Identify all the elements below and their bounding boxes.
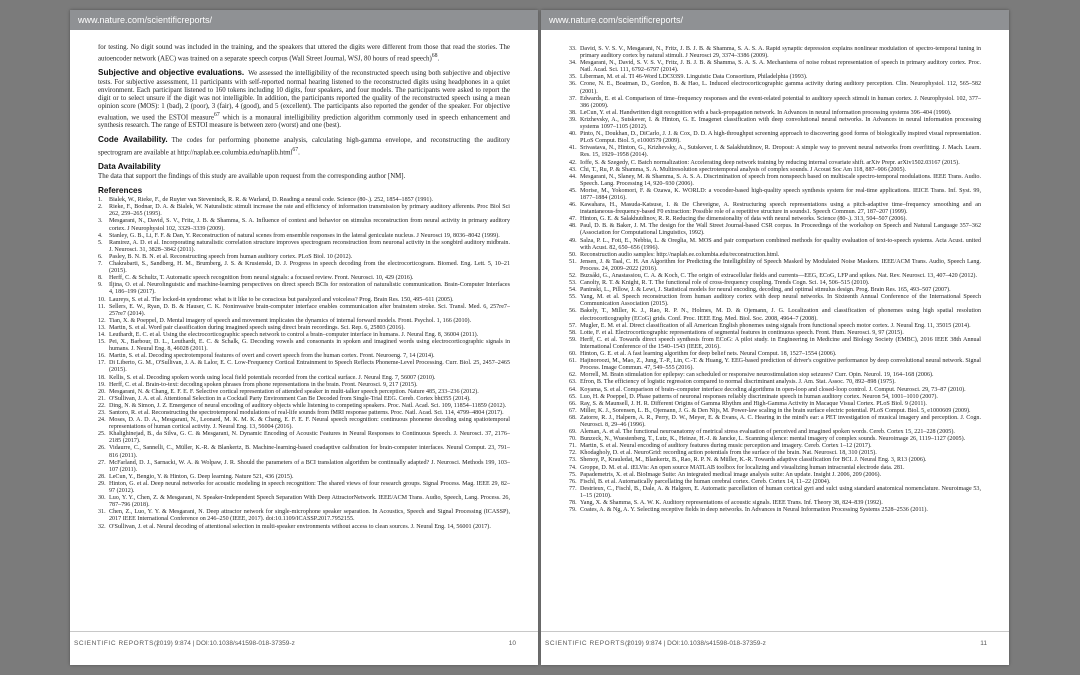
reference-item: [98, 509, 510, 523]
reference-number: 38.: [569, 109, 577, 116]
reference-item: [98, 332, 510, 339]
reference-text: Yang, M. et al. Speech reconstruction from human auditory cortex with deep neural networks. In Sixteenth Annual Conference of the International Speech Communication Association (2015).: [580, 294, 981, 308]
reference-text: Pei, X., Barbour, D. L., Leuthardt, E. C. & Schalk, G. Decoding vowels and consonants in spoken and imagined words using electrocorticographic signals in humans. J. Neural Eng. 8, 46028 (2011).: [109, 339, 510, 353]
reference-number: 4.: [98, 232, 103, 239]
reference-text: Tian, X. & Poeppel, D. Mental imagery of speech and movement implicates the dynamics of internal forward models. Front. Psychol. 1, 166 (2010).: [109, 317, 472, 324]
footer-rule: [541, 631, 1009, 632]
reference-item: [569, 379, 981, 386]
reference-number: 56.: [569, 308, 577, 315]
reference-number: 32.: [98, 523, 106, 530]
citation-ref[interactable]: 67: [213, 111, 220, 118]
reference-number: 55.: [569, 294, 577, 301]
reference-text: Rieke, F., Bodnar, D. A. & Bialek, W. Naturalistic stimuli increase the rate and efficiency of information transmission by primary auditory afferents. Proc Biol Sci 262, 259–265 (1995).: [109, 204, 510, 218]
reference-item: [569, 252, 981, 259]
reference-item: [569, 486, 981, 500]
reference-number: 66.: [569, 400, 577, 407]
reference-number: 1.: [98, 197, 103, 204]
reference-number: 76.: [569, 478, 577, 485]
reference-text: Hinton, G. et al. Deep neural networks for acoustic modeling in speech recognition: The shared views of four research groups. Signal Process. Mag. IEEE 29, 82–97 (2012).: [109, 480, 510, 495]
reference-text: Ding, N. & Simon, J. Z. Emergence of neural encoding of auditory objects while listening to competing speakers. Proc. Natl. Acad. Sci. 109, 11854–11859 (2012).: [109, 402, 507, 409]
reference-text: Santoro, R. et al. Reconstructing the spectrotemporal modulations of real-life sounds from fMRI response patterns. Proc. Natl. Acad. Sci. 114, 4799–4804 (2017).: [109, 410, 504, 417]
reference-item: [98, 524, 510, 531]
reference-text: Di Liberto, G. M., O'Sullivan, J. A. & Lalor, E. C. Low-Frequency Cortical Entrainment to Speech Reflects Phoneme-Level Processing. Curr. Biol. 25, 2457–2465 (2015).: [109, 360, 510, 374]
citation-ref[interactable]: 67: [292, 146, 299, 153]
footer-citation: (2019) 9:874 | DOI:10.1038/s41598-018-37359-z: [625, 640, 766, 647]
reference-number: 43.: [569, 166, 577, 173]
data-availability-heading: Data Availability: [98, 161, 161, 171]
reference-number: 29.: [98, 480, 106, 487]
reference-text: LeCun, Y. et al. Handwritten digit recognition with a back-propagation network. In Advances in neural information processing systems 396–404 (1990).: [580, 109, 952, 116]
reference-text: Lotte, F. et al. Electrocorticographic representations of segmental features in continuous speech. Front. Hum. Neurosci. 9, 97 (2015).: [580, 329, 904, 336]
reference-item: [98, 495, 510, 509]
reference-text: Mesgarani, N., David, S. V., Fritz, J. B. & Shamma, S. A. Influence of context and behavior on stimulus reconstruction from neural activity in primary auditory cortex. J Neurophysiol 102, 3329–3339 (2009).: [109, 218, 510, 232]
reference-item: [569, 167, 981, 174]
footer-rule: [70, 631, 538, 632]
reference-item: [569, 188, 981, 202]
reference-text: Hinton, G. E. et al. A fast learning algorithm for deep belief nets. Neural Comput. 18, 1527–1554 (2006).: [580, 351, 837, 358]
reference-number: 36.: [569, 81, 577, 88]
reference-text: Herff, C. et al. Brain-to-text: decoding spoken phrases from phone representations in the brain. Front. Neurosci. 9, 217 (2015).: [109, 381, 418, 388]
reference-number: 45.: [569, 187, 577, 194]
reference-text: Pasley, B. N. B. N. et al. Reconstructing speech from human auditory cortex. PLoS Biol. 10 (2012).: [109, 253, 353, 260]
reference-text: Bunzeck, N., Wuestenberg, T., Lutz, K., Heinze, H.-J. & Jancke, L. Scanning silence: mental imagery of complex sounds. Neuroimage 26, 1119–1127 (2005).: [580, 436, 966, 443]
reference-number: 25.: [98, 431, 106, 438]
reference-text: Papademetris, X. et al. BioImage Suite: An integrated medical image analysis suite: An update. Insight J. 2006, 209 (2006).: [580, 471, 882, 478]
section-heading: Code Availability.: [98, 135, 168, 145]
reference-item: [98, 318, 510, 325]
reference-item: [98, 325, 510, 332]
reference-number: 65.: [569, 393, 577, 400]
reference-text: Pinto, N., Doukhan, D., DiCarlo, J. J. & Cox, D. D. A high-throughput screening approach to discovering good forms of biologically inspired visual representation. PLoS Comput. Biol. 5, e1000579 (2009).: [580, 131, 981, 145]
reference-item: [569, 472, 981, 479]
reference-number: 2.: [98, 204, 103, 211]
reference-item: [569, 479, 981, 486]
reference-number: 75.: [569, 471, 577, 478]
reference-item: [569, 415, 981, 429]
reference-text: Fischl, B. et al. Automatically parcellating the human cerebral cortex. Cereb. Cortex 14, 11–22 (2004).: [580, 478, 831, 485]
reference-number: 10.: [98, 296, 106, 303]
reference-text: Luo, Y. Y., Chen, Z. & Mesgarani, N. Speaker-Independent Speech Separation With Deep AttractorNetwork. IEEE/ACM Trans. Audio, Speech, Lang. Process. 26, 787–796 (2018).: [109, 495, 510, 509]
reference-item: [569, 323, 981, 330]
reference-number: 49.: [569, 237, 577, 244]
page-header-url[interactable]: www.nature.com/scientificreports/: [541, 10, 1009, 30]
reference-item: [98, 396, 510, 403]
reference-text: O'Sullivan, J. A. et al. Attentional Selection in a Cocktail Party Environment Can Be Decoded from Single-Trial EEG. Cereb. Cortex bht355 (2014).: [109, 395, 471, 402]
reference-item: [98, 261, 510, 275]
reference-text: Paninski, L., Pillow, J. & Lewi, J. Statistical models for neural encoding, decoding, and optimal stimulus design. Prog. Brain Res. 165, 493–507 (2007).: [580, 287, 951, 294]
references-heading: References: [98, 186, 143, 196]
reference-text: Mesgarani, N. & Chang, E. F. E. F. Selective cortical representation of attended speaker in multi-talker speech perception. Nature 485, 233–236 (2012).: [109, 388, 479, 395]
reference-number: 53.: [569, 280, 577, 287]
reference-text: Chi, T., Ru, P. & Shamma, S. A. Multiresolution spectrotemporal analysis of complex sounds. J Acoust Soc Am 118, 887–906 (2005).: [580, 166, 907, 173]
reference-number: 13.: [98, 324, 106, 331]
reference-number: 61.: [569, 358, 577, 365]
reference-number: 21.: [98, 395, 106, 402]
reference-number: 24.: [98, 417, 106, 424]
reference-item: [569, 81, 981, 95]
reference-item: [569, 465, 981, 472]
reference-text: Vidaurre, C., Sannelli, C., Müller, K.-R. & Blankertz, B. Machine-learning-based coadaptive calibration for brain-computer interfaces. Neural Comput. 23, 791–816 (2011).: [109, 445, 510, 459]
reference-number: 58.: [569, 329, 577, 336]
reference-number: 6.: [98, 253, 103, 260]
reference-text: Ioffe, S. & Szegedy, C. Batch normalization: Accelerating deep network training by reducing internal covariate shift. arXiv Prepr. arXiv1502.03167 (2015).: [580, 159, 960, 166]
reference-number: 14.: [98, 331, 106, 338]
reference-text: Paul, D. B. & Baker, J. M. The design for the Wall Street Journal-based CSR corpus. In Proceedings of the workshop on Speech and Natural Language 357–362 (Association for Computational Linguistics, 1992).: [580, 223, 981, 237]
reference-number: 3.: [98, 218, 103, 225]
reference-text: Edwards, E. et al. Comparison of time–frequency responses and the event-related potential to auditory speech stimuli in human cortex. J. Neurophysiol. 102, 377–386 (2009).: [580, 95, 981, 109]
reference-text: Ramirez, A. D. et al. Incorporating naturalistic correlation structure improves spectrogram reconstruction from neuronal activity in the songbird auditory midbrain. J. Neurosci. 31, 3828–3842 (2011).: [109, 239, 510, 253]
reference-number: 50.: [569, 251, 577, 258]
reference-text: Yang, X. & Shamma, S. A. W. K. Auditory representations of acoustic signals. IEEE Trans. Inf. Theory 38, 824–839 (1992).: [580, 500, 883, 506]
reference-text: Hinton, G. E. & Salakhutdinov, R. R. Reducing the dimensionality of data with neural networks. Science (80-.). 313, 504–507 (2006).: [580, 216, 907, 223]
page-10: [70, 10, 538, 665]
reference-number: 71.: [569, 443, 577, 450]
reference-number: 30.: [98, 495, 106, 502]
reference-text: Chakrabarti, S., Sandberg, H. M., Brumberg, J. S. & Krusienski, D. J. Progress in speech decoding from the electrocorticogram. Biomed. Eng. Lett. 5, 10–21 (2015).: [109, 261, 510, 275]
reference-number: 17.: [98, 360, 106, 367]
reference-text: Srivastava, N., Hinton, G., Krizhevsky, A., Sutskever, I. & Salakhutdinov, R. Dropout: A simple way to prevent neural networks from overfitting. J. Mach. Learn. Res. 15, 1929–1958 (2014).: [580, 145, 981, 159]
data-availability-text: The data that support the findings of this study are available upon request from the corresponding author [NM].: [98, 173, 406, 181]
reference-number: 11.: [98, 303, 106, 310]
reference-text: Herff, C. & Schultz, T. Automatic speech recognition from neural signals: a focused review. Front. Neurosci. 10, 429 (2016).: [109, 275, 414, 282]
reference-item: [569, 408, 981, 415]
reference-item: [569, 308, 981, 322]
reference-number: 70.: [569, 436, 577, 443]
reference-text: Chen, Z., Luo, Y. Y. & Mesgarani, N. Deep attractor network for single-microphone speaker separation. In Acoustics, Speech and Signal Processing (ICASSP), 2017 IEEE International Conference on 246–250 (IEEE, 2017). doi:10.1109/ICASSP.2017.7952155.: [109, 509, 510, 523]
reference-number: 78.: [569, 500, 577, 506]
reference-item: [569, 330, 981, 337]
reference-text: Moses, D. A. D. A., Mesgarani, N., Leonard, M. K. M. K. & Chang, E. F. E. F. Neural speech recognition: continuous phoneme decoding using spatiotemporal representations of human cortical activity. J. Neural Eng. 13, 56004 (2016).: [109, 417, 510, 431]
reference-text: Stanley, G. B., Li, F. F. & Dan, Y. Reconstruction of natural scenes from ensemble responses in the lateral geniculate nucleus. J Neurosci 19, 8036–8042 (1999).: [109, 232, 500, 239]
reference-text: Mugler, E. M. et al. Direct classification of all American English phonemes using signals from functional speech motor cortex. J. Neural Eng. 11, 35015 (2014).: [580, 322, 971, 329]
reference-text: Luo, H. & Poeppel, D. Phase patterns of neuronal responses reliably discriminate speech in human auditory cortex. Neuron 54, 1001–1010 (2007).: [580, 393, 938, 400]
reference-text: Jensen, J. & Taal, C. H. An Algorithm for Predicting the Intelligibility of Speech Masked by Modulated Noise Maskers. IEEE/ACM Trans. Audio, Speech Lang. Process. 24, 2009–2022 (2016).: [580, 258, 981, 272]
reference-text: Zatorre, R. J., Halpern, A. R., Perry, D. W., Meyer, E. & Evans, A. C. Hearing in the mind's ear: a PET investigation of musical imagery and perception. J. Cogn. Neurosci. 8, 29–46 (1996).: [580, 414, 981, 428]
reference-item: [569, 96, 981, 110]
reference-number: 79.: [569, 507, 577, 514]
reference-text: Khodagholy, D. et al. NeuroGrid: recording action potentials from the surface of the brain. Nat. Neurosci. 18, 310 (2015).: [580, 450, 877, 457]
reference-number: 64.: [569, 386, 577, 393]
reference-item: [98, 445, 510, 459]
reference-number: 73.: [569, 457, 577, 464]
reference-number: 35.: [569, 74, 577, 81]
reference-item: [98, 431, 510, 445]
page-number: 10: [508, 640, 516, 647]
reference-item: [98, 240, 510, 254]
reference-number: 77.: [569, 485, 577, 492]
reference-text: Ray, S. & Maunsell, J. H. R. Different Origins of Gamma Rhythm and High-Gamma Activity in Macaque Visual Cortex. PLoS Biol. 9 (2011).: [580, 400, 927, 407]
reference-item: [569, 202, 981, 216]
reference-text: McFarland, D. J., Sarnacki, W. A. & Wolpaw, J. R. Should the parameters of a BCI translation algorithm be continually adapted? J. Neurosci. Methods 199, 103–107 (2011).: [109, 459, 510, 473]
reference-number: 39.: [569, 116, 577, 123]
reference-number: 62.: [569, 372, 577, 379]
reference-text: Groppe, D. M. et al. iELVis: An open source MATLAB toolbox for localizing and visualizing human intracranial electrode data. 281.: [580, 464, 905, 471]
footer-journal: SCIENTIFIC REPORTS |: [545, 640, 630, 647]
reference-text: Aleman, A. et al. The functional neuroanatomy of metrical stress evaluation of perceived and imagined spoken words. Cereb. Cortex 15, 221–228 (2005).: [580, 429, 955, 436]
reference-item: [98, 218, 510, 232]
reference-text: Leuthardt, E. C. et al. Using the electrocorticographic speech network to control a brain–computer interface in humans. J. Neural Eng. 8, 36004 (2011).: [109, 331, 479, 338]
footer-journal: SCIENTIFIC REPORTS |: [74, 640, 159, 647]
reference-text: Crone, N. E., Boatman, D., Gordon, B. & Hao, L. Induced electrocorticographic gamma activity during auditory perception. Clin. Neurophysiol. 112, 565–582 (2001).: [580, 81, 981, 95]
footer-citation: (2019) 9:874 | DOI:10.1038/s41598-018-37359-z: [154, 640, 295, 647]
page-content: [98, 44, 510, 614]
reference-text: Martin, S. et al. Neural encoding of auditory features during music perception and imagery. Cereb. Cortex 1–12 (2017).: [580, 443, 872, 450]
reference-item: [569, 457, 981, 464]
reference-number: 22.: [98, 402, 106, 409]
reference-number: 26.: [98, 445, 106, 452]
reference-item: [98, 254, 510, 261]
page-header-url[interactable]: www.nature.com/scientificreports/: [70, 10, 538, 30]
reference-list: [569, 46, 981, 514]
reference-text: Miller, K. J., Sorensen, L. B., Ojemann, J. G. & Den Nijs, M. Power-law scaling in the brain surface electric potential. PLoS Comput. Biol. 5, e1000609 (2009).: [580, 407, 971, 414]
reference-item: [569, 337, 981, 351]
reference-number: 16.: [98, 353, 106, 360]
reference-number: 8.: [98, 275, 103, 282]
reference-number: 60.: [569, 351, 577, 358]
reference-text: LeCun, Y., Bengio, Y. & Hinton, G. Deep learning. Nature 521, 436 (2015).: [109, 473, 294, 480]
reference-number: 69.: [569, 429, 577, 436]
reference-text: Morise, M., Yokomori, F. & Ozawa, K. WORLD: a vocoder-based high-quality speech synthesis system for real-time applications. IEICE Trans. Inf. Syst. 99, 1877–1884 (2016).: [580, 187, 981, 201]
reference-number: 67.: [569, 407, 577, 414]
reference-number: 68.: [569, 414, 577, 421]
reference-item: [98, 403, 510, 410]
reference-item: [569, 238, 981, 252]
citation-ref[interactable]: 68: [431, 53, 438, 60]
methods-paragraph-text: for testing. No digit sound was included in the training, and the speakers that uttered the digits were different from those that read the stories. The autoencoder network (AEC) was trained on a separate speech corpus (Wall Street Journal, WSJ, 80 hours of read speech): [98, 44, 510, 63]
reference-item: [98, 410, 510, 417]
reference-number: 27.: [98, 459, 106, 466]
reference-item: [569, 401, 981, 408]
reference-text: Morrell, M. Brain stimulation for epilepsy: can scheduled or responsive neurostimulation stop seizures? Curr. Opin. Neurol. 19, 164–168 (2006).: [580, 372, 934, 379]
reference-number: 23.: [98, 410, 106, 417]
reference-item: [569, 110, 981, 117]
reference-item: [98, 339, 510, 353]
reference-number: 15.: [98, 339, 106, 346]
reference-text: Martin, S. et al. Word pair classification during imagined speech using direct brain recordings. Sci. Rep. 6, 25803 (2016).: [109, 324, 405, 331]
page-footer: [70, 631, 538, 665]
reference-text: Coates, A. & Ng, A. Y. Selecting receptive fields in deep networks. In Advances in Neural Information Processing Systems 2528–2536 (2011).: [580, 507, 928, 514]
reference-item: [98, 304, 510, 318]
reference-item: [569, 145, 981, 159]
reference-item: [98, 382, 510, 389]
reference-number: 37.: [569, 95, 577, 102]
reference-text: Mesgarani, N., David, S. V. S. V., Fritz, J. B. J. B. & Shamma, S. A. S. A. Mechanisms of noise robust representation of speech in primary auditory cortex. Proc. Natl. Acad. Sci. 111, 6792–6797 (2014).: [580, 60, 981, 74]
reference-item: [98, 460, 510, 474]
reference-item: [98, 233, 510, 240]
reference-number: 18.: [98, 374, 106, 381]
reference-item: [569, 394, 981, 401]
reference-item: [98, 282, 510, 296]
reference-text: Iljina, O. et al. Neurolinguistic and machine-learning perspectives on direct speech BCIs for restoration of naturalistic communication. Brain-Computer Interfaces 4, 186–199 (2017).: [109, 282, 510, 296]
reference-number: 47.: [569, 216, 577, 223]
reference-number: 33.: [569, 46, 577, 52]
reference-text: Laureys, S. et al. The locked-in syndrome: what is it like to be conscious but paralyzed and voiceless? Prog. Brain Res. 150, 495–611 (2005).: [109, 296, 454, 303]
reference-item: [569, 60, 981, 74]
reference-text: Kawahara, H., Masuda-Katsuse, I. & De Cheveigne, A. Restructuring speech representations using a pitch-adaptive time–frequency smoothing and an instantaneous-frequency-based F0 extraction: Possible role of a repetitive structure in sounds1. Speech Commun. 27, 187–207 (1999).: [580, 202, 981, 216]
reference-text: Bialek, W., Rieke, F., de Ruyter van Steveninck, R. R. & Warland, D. Reading a neural code. Science (80-.). 252, 1854–1857 (1991).: [109, 197, 434, 204]
reference-text: Hajinoroozi, M., Mao, Z., Jung, T.-P., Lin, C.-T. & Huang, Y. EEG-based prediction of driver's cognitive performance by deep convolutional neural network. Signal Process. Image Commun. 47, 549–555 (2016).: [580, 358, 981, 372]
reference-number: 72.: [569, 450, 577, 457]
reference-text: Sellers, E. W., Ryan, D. B. & Hauser, C. K. Noninvasive brain-computer interface enables communication after brainstem stroke. Sci. Transl. Med. 6, 257re7–257re7 (2014).: [109, 303, 510, 317]
reference-number: 19.: [98, 381, 106, 388]
reference-number: 7.: [98, 261, 103, 268]
reference-number: 34.: [569, 60, 577, 67]
reference-number: 48.: [569, 223, 577, 230]
reference-number: 9.: [98, 282, 103, 289]
reference-text: Khalighinejad, B., da Silva, G. C. & Mesgarani, N. Dynamic Encoding of Acoustic Features in Neural Responses to Continuous Speech. J. Neurosci. 37, 2176–2185 (2017).: [109, 431, 510, 445]
section-text-continued: which is a monaural intelligibility prediction algorithm commonly used in speech enhancement and synthesis research. The range of ESTOI measure is between zero (worst) and one (best).: [98, 114, 510, 130]
reference-text: Reconstruction audio samples: http://naplab.ee.columbia.edu/reconstruction.html.: [580, 251, 780, 258]
reference-text: Liberman, M. et al. TI 46-Word LDC93S9. Linguistic Data Consortium, Philadelphia (1993).: [580, 74, 808, 81]
reference-text: O'Sullivan, J. et al. Neural decoding of attentional selection in multi-speaker environments without access to clean sources. J. Neural Eng. 14, 56001 (2017).: [109, 523, 491, 530]
page-footer: [541, 631, 1009, 665]
reference-number: 57.: [569, 322, 577, 329]
reference-item: [98, 417, 510, 431]
reference-text: Efron, B. The efficiency of logistic regression compared to normal discriminant analysis. J. Am. Stat. Assoc. 70, 892–898 (1975).: [580, 379, 896, 386]
reference-text: Martin, S. et al. Decoding spectrotemporal features of overt and covert speech from the human cortex. Front. Neuroeng. 7, 14 (2014).: [109, 353, 435, 360]
section-text: The codes for performing phoneme analysis, calculating high-gamma envelope, and reconstructing the auditory spectrogram are available at http://naplab.ee.columbia.edu/naplib.html: [98, 137, 510, 156]
reference-number: 54.: [569, 287, 577, 294]
reference-number: 40.: [569, 131, 577, 138]
reference-list: [98, 197, 510, 530]
reference-number: 46.: [569, 202, 577, 209]
reference-item: [569, 160, 981, 167]
reference-item: [569, 507, 981, 514]
reference-number: 42.: [569, 159, 577, 166]
reference-number: 51.: [569, 258, 577, 265]
reference-number: 44.: [569, 173, 577, 180]
reference-number: 31.: [98, 509, 106, 516]
reference-text: Shenoy, P., Krauledat, M., Blankertz, B., Rao, R. P. N. & Müller, K.-R. Towards adaptive classification for BCI. J. Neural Eng. 3, R13 (2006).: [580, 457, 927, 464]
reference-item: [569, 358, 981, 372]
code-availability-section: Code Availability. The codes for performing phoneme analysis, calculating high-gamma envelope, and reconstructing the auditory spectrogram are available at http://naplab.ee.columbia.edu/naplib.html$^{67}$.: [98, 135, 510, 156]
reference-item: [569, 223, 981, 237]
reference-item: [569, 131, 981, 145]
reference-item: [569, 46, 981, 60]
reference-text: Herff, C. et al. Towards direct speech synthesis from ECoG: A pilot study. in Engineering in Medicine and Biology Society (EMBC), 2016 IEEE 38th Annual International Conference of the 1540–1543 (IEEE, 2016).: [580, 336, 981, 350]
reference-text: Kellis, S. et al. Decoding spoken words using local field potentials recorded from the cortical surface. J. Neural Eng. 7, 56007 (2010).: [109, 374, 436, 381]
page-content: [569, 46, 981, 616]
reference-item: [569, 74, 981, 81]
section-heading: Subjective and objective evaluations.: [98, 68, 245, 78]
reference-number: 5.: [98, 239, 103, 246]
reference-text: Mesgarani, N., Slaney, M. & Shamma, S. A. S. A. Discrimination of speech from nonspeech based on multiscale spectro-temporal modulations. IEEE Trans. Audio. Speech. Lang. Processing 14, 920–930 (2006).: [580, 173, 981, 187]
reference-item: [569, 117, 981, 131]
reference-number: 74.: [569, 464, 577, 471]
reference-text: Bakely, T., Miller, K. J., Rao, R. P. N., Holmes, M. D. & Ojemann, J. G. Localization and classification of phonemes using high spatial resolution electrocorticography (ECoG) grids. Conf. Proc. IEEE Eng. Med. Biol. Soc. 2008, 4964–7 (2008).: [580, 308, 981, 322]
reference-number: 12.: [98, 317, 106, 324]
reference-text: Krizhevsky, A., Sutskever, I. & Hinton, G. E. Imagenet classification with deep convolutional neural networks. In Advances in neural information processing systems 1097–1105 (2012).: [580, 116, 981, 131]
reference-number: 59.: [569, 336, 577, 343]
reference-text: Koyama, S. et al. Comparison of brain–computer interface decoding algorithms in open-loop and closed-loop control. J. Comput. Neurosci. 29, 73–87 (2010).: [580, 386, 966, 393]
reference-item: [98, 481, 510, 495]
reference-text: Canolty, R. T. & Knight, R. T. The functional role of cross-frequency coupling. Trends Cogn. Sci. 14, 506–515 (2010).: [580, 280, 870, 287]
reference-text: Buzsáki, G., Anastassiou, C. A. & Koch, C. The origin of extracellular fields and currents—EEG, ECoG, LFP and spikes. Nat. Rev. Neurosci. 13, 407–420 (2012).: [580, 273, 977, 279]
reference-number: 63.: [569, 379, 577, 386]
reference-item: [98, 375, 510, 382]
reference-item: [98, 360, 510, 374]
section-text: We assessed the intelligibility of the reconstructed speech using both subjective and objective tests. For subjective assessment, 11 participants with self-reported normal hearing listened to the reconstructed digits using headphones in a quiet environment. Each participant listened to 160 tokens including 10 digits, four speakers, and four models. The participants were asked to report the digit or to select unsure if the digit was not intelligible. In addition, the participants reported the quality of the reconstructed speech using a mean opinion score (MOS): 1 (bad), 2 (poor), 3 (fair), 4 (good), and 5 (excellent). The participants also reported the gender of the speaker. For objective evaluation, we used the ESTOI measure: [98, 70, 510, 122]
page-number: 11: [980, 640, 987, 647]
reference-number: 20.: [98, 388, 106, 395]
reference-item: [569, 294, 981, 308]
reference-text: David, S. V. S. V., Mesgarani, N., Fritz, J. B. J. B. & Shamma, S. A. S. A. Rapid synaptic depression explains nonlinear modulation of spectro-temporal tuning in primary auditory cortex by natural stimuli. J Neurosci 29, 3374–3386 (2009).: [580, 46, 981, 60]
methods-paragraph: for testing. No digit sound was included in the training, and the speakers that uttered the digits were different from those that read the stories. The autoencoder network (AEC) was trained on a separate speech corpus (Wall Street Journal, WSJ, 80 hours of read speech)$^{68}$.: [98, 44, 510, 63]
reference-item: [98, 204, 510, 218]
reference-text: Destrieux, C., Fischl, B., Dale, A. & Halgren, E. Automatic parcellation of human cortical gyri and sulci using standard anatomical nomenclature. Neuroimage 53, 1–15 (2010).: [580, 485, 981, 499]
reference-number: 52.: [569, 273, 577, 279]
reference-item: [569, 259, 981, 273]
reference-number: 28.: [98, 473, 106, 480]
reference-text: Salza, P. L., Foti, E., Nebbia, L. & Oreglia, M. MOS and pair comparison combined methods for quality evaluation of text-to-speech systems. Acta Acust. united with Acust. 82, 650–656 (1996).: [580, 237, 981, 251]
reference-item: [98, 297, 510, 304]
subjective-evaluation-section: [98, 69, 510, 130]
reference-item: [569, 387, 981, 394]
reference-item: [98, 389, 510, 396]
reference-number: 41.: [569, 145, 577, 152]
reference-item: [569, 174, 981, 188]
reference-item: [98, 474, 510, 481]
page-11: [541, 10, 1009, 665]
